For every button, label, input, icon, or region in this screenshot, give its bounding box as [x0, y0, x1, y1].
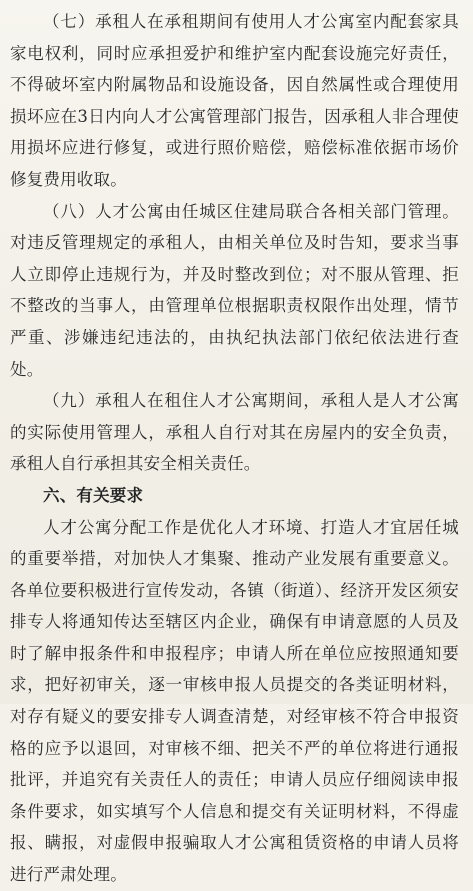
clause-8-paragraph: （八）人才公寓由任城区住建局联合各相关部门管理。对违反管理规定的承租人，由相关单位及时告知，要求当事人立即停止违规行为，并及时整改到位；对不服从管理、拒不整改的当事人，由管理单位根据职责权限作出处理，情节严重、涉嫌违纪违法的，由执纪执法部门依纪依法进行查处。 [10, 201, 459, 379]
section-body-paragraph: 人才公寓分配工作是优化人才环境、打造人才宜居任城的重要举措，对加快人才集聚、推动产业发展有重要意义。各单位要积极进行宣传发动，各镇（街道）、经济开发区须安排专人将通知传达至辖区内企业，确保有申请意愿的人员及时了解申报条件和申报程序；申请人所在单位应按照通知要求，把好初审关，逐一审核申报人员提交的各类证明材料，对存有疑义的要安排专人调查清楚，对经审核不符合申报资格的应予以退回，对审核不细、把关不严的单位将进行通报批评，并追究有关责任人的责任；申请人员应仔细阅读申报条件要求，如实填写个人信息和提交有关证明材料，不得虚报、瞒报，对虚假申报骗取人才公寓租赁资格的申请人员将进行严肃处理。 [10, 517, 459, 885]
clause-9-paragraph: （九）承租人在租住人才公寓期间，承租人是人才公寓的实际使用管理人，承租人自行对其在房屋内的安全负责，承租人自行承担其安全相关责任。 [10, 391, 459, 474]
clause-7-paragraph: （七）承租人在承租期间有使用人才公寓室内配套家具家电权利，同时应承担爱护和维护室内配套设施完好责任，不得破坏室内附属物品和设施设备，因自然属性或合理使用损坏应在3日内向人才公寓管理部门报告，因承租人非合理使用损坏应进行修复，或进行照价赔偿，赔偿标准依据市场价修复费用收取。 [10, 12, 459, 189]
section-heading: 六、有关要求 [43, 485, 144, 505]
